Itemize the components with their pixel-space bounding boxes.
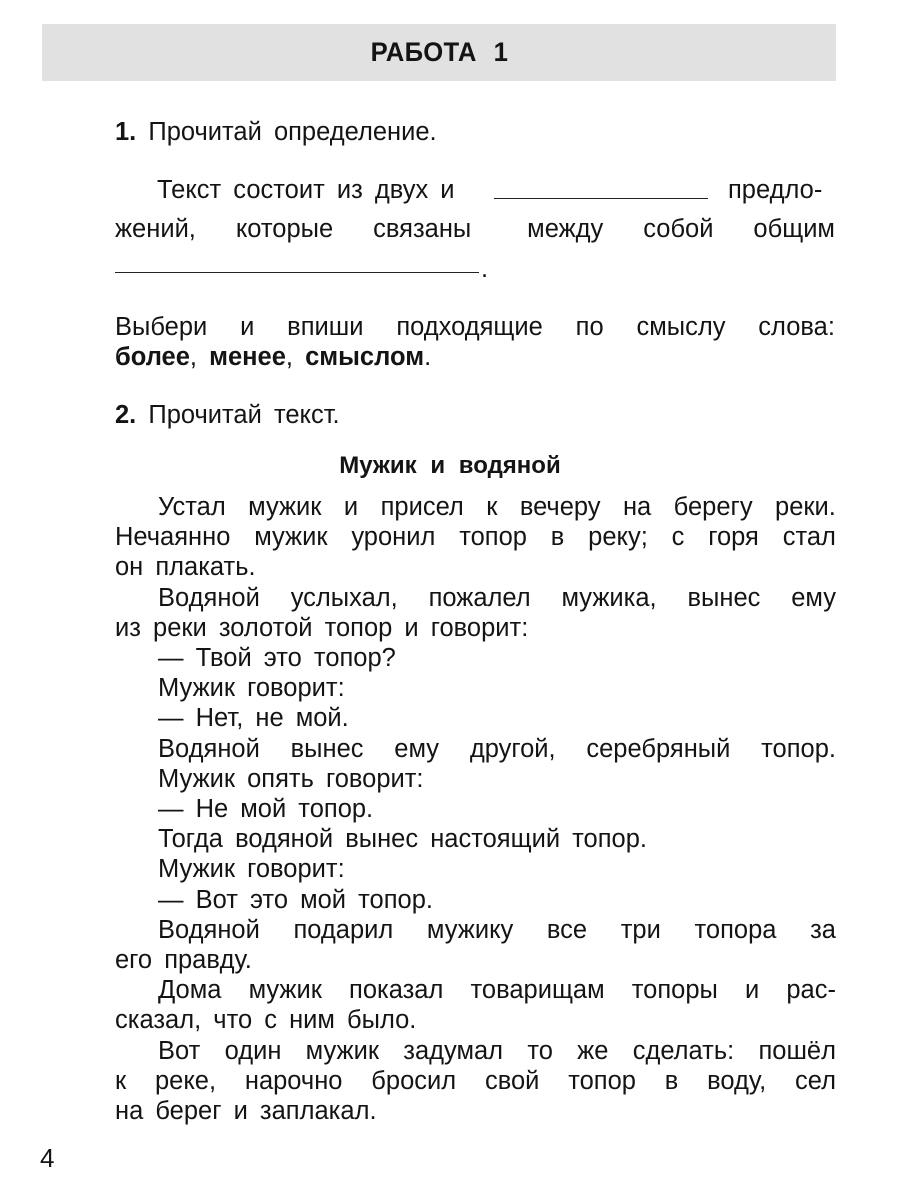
word: вечеру <box>519 493 601 521</box>
word: топора <box>694 915 777 944</box>
word: с <box>671 523 685 552</box>
word: ему <box>791 583 836 612</box>
story-line <box>115 522 836 552</box>
word: общим <box>753 215 835 243</box>
word: горя <box>708 523 759 552</box>
word: воду, <box>707 1066 767 1095</box>
word: вынес <box>290 734 364 763</box>
story-line-text: — Нет, не мой. <box>158 704 349 733</box>
story-line-text: — Вот это мой топор. <box>158 885 433 914</box>
story-line-text: его правду. <box>115 946 252 974</box>
word: другой, <box>469 734 556 763</box>
header-bar <box>42 24 836 81</box>
word: мужика, <box>561 583 657 612</box>
word: между <box>527 215 604 243</box>
word: мужику <box>426 915 514 944</box>
word: связаны <box>373 215 472 243</box>
story-line-text: — Твой это топор? <box>158 644 396 672</box>
word: стал <box>782 523 836 552</box>
word: собой <box>643 215 714 243</box>
story-line <box>158 583 836 613</box>
word: на <box>622 493 652 521</box>
story-line <box>158 854 345 884</box>
word: Выбери <box>115 313 208 341</box>
word: подарил <box>293 915 394 944</box>
story-line-text: на берег и заплакал. <box>115 1097 377 1125</box>
word: мужик <box>248 976 322 1005</box>
word: за <box>810 915 836 944</box>
word: показал <box>349 976 444 1005</box>
word: Нечаянно <box>115 523 231 552</box>
task1-number: 1. <box>115 118 137 146</box>
word: мужик <box>248 493 322 521</box>
story-line <box>158 703 349 733</box>
story-line-text: — Не мой топор. <box>158 795 374 823</box>
story-line <box>158 975 836 1005</box>
period: . <box>481 255 489 283</box>
page-number: 4 <box>40 1143 55 1173</box>
word: Водяной <box>158 915 260 944</box>
word: задумал <box>403 1036 504 1065</box>
word: все <box>546 915 588 944</box>
word: берегу <box>673 493 753 521</box>
word: рас- <box>786 976 836 1005</box>
story-line <box>115 1005 416 1035</box>
word: то <box>527 1036 553 1065</box>
story-line <box>115 552 256 582</box>
word: впиши <box>287 313 364 341</box>
word: к <box>486 493 498 521</box>
word-options <box>115 342 431 372</box>
word: и <box>240 313 255 341</box>
word: сделать: <box>632 1036 735 1065</box>
definition-line-1-end <box>728 175 822 205</box>
word: реке, <box>154 1066 217 1095</box>
word: Вот <box>158 1036 201 1065</box>
word: вынес <box>687 583 761 612</box>
story-line-text: Мужик говорит: <box>158 855 345 884</box>
word: мужик <box>254 523 328 552</box>
word: которые <box>235 215 334 243</box>
story-line <box>158 915 836 945</box>
word: пошёл <box>758 1036 836 1065</box>
definition-line-3-end <box>481 254 488 284</box>
definition-text-1b: предло- <box>728 176 823 204</box>
story-line <box>115 1096 377 1126</box>
word: присел <box>380 493 464 521</box>
story-line <box>158 885 433 915</box>
task2-instruction: Прочитай текст. <box>148 401 340 429</box>
word: один <box>224 1036 282 1065</box>
word: и <box>343 493 359 521</box>
word: топор <box>568 1066 636 1095</box>
word: подходящие <box>396 313 543 341</box>
word: мужик <box>305 1036 379 1065</box>
story-line-text: сказал, что с ним было. <box>115 1006 417 1035</box>
task2-heading <box>115 400 340 430</box>
word: Дома <box>158 976 222 1005</box>
blank-field-1[interactable] <box>494 176 708 199</box>
story-line <box>115 945 252 975</box>
word: три <box>620 915 661 944</box>
page-title: РАБОТА 1 <box>370 37 508 67</box>
story-line <box>158 764 424 794</box>
word: услыхал, <box>290 583 398 612</box>
definition-text-1: Текст состоит из двух и <box>157 176 455 204</box>
story-line <box>158 643 396 673</box>
separator: , <box>189 343 198 371</box>
word: нарочно <box>244 1066 343 1095</box>
option-word: менее <box>209 343 286 371</box>
story-line-text: он плакать. <box>115 553 256 582</box>
choose-instruction <box>115 312 835 342</box>
word: Устал <box>158 493 226 521</box>
word: уронил <box>351 523 436 552</box>
option-word: более <box>115 343 190 371</box>
word: жений, <box>115 215 196 243</box>
story-line-text: Мужик опять говорит: <box>158 764 424 793</box>
task2-number: 2. <box>115 401 137 429</box>
story-line-text: Мужик говорит: <box>158 674 345 703</box>
word: ему <box>394 734 440 763</box>
word: и <box>744 976 760 1005</box>
story-line <box>158 794 373 824</box>
word: пожалел <box>428 583 531 612</box>
word: серебряный <box>586 734 731 763</box>
separator: , <box>285 343 294 371</box>
word: бросил <box>371 1066 457 1095</box>
story-line-text: из реки золотой топор и говорит: <box>115 613 529 642</box>
story-line <box>158 1036 836 1066</box>
definition-line-2 <box>115 214 835 244</box>
story-line <box>115 613 528 643</box>
word: свой <box>484 1066 540 1095</box>
story-line <box>158 734 836 764</box>
word: же <box>577 1036 609 1065</box>
task1-instruction: Прочитай определение. <box>148 118 437 146</box>
story-line <box>158 824 647 854</box>
word: Водяной <box>158 583 260 612</box>
story-line <box>115 1066 836 1096</box>
story-title: Мужик и водяной <box>339 452 561 479</box>
period: . <box>424 343 432 371</box>
word: товарищам <box>470 976 605 1005</box>
word: смыслу <box>636 313 726 341</box>
word: слова: <box>758 313 835 341</box>
word: Водяной <box>158 734 260 763</box>
word: топоры <box>631 976 718 1005</box>
word: к <box>115 1066 127 1095</box>
task1-heading <box>115 117 437 147</box>
word: в <box>550 523 565 552</box>
word: сел <box>794 1066 836 1095</box>
story-line-text: Тогда водяной вынес настоящий топор. <box>158 825 647 854</box>
story-line <box>158 492 836 522</box>
word: реки. <box>775 493 836 521</box>
blank-field-2[interactable] <box>115 250 479 273</box>
word: в <box>664 1066 679 1095</box>
word: топор <box>459 523 527 552</box>
word: по <box>575 313 604 341</box>
definition-line-1 <box>157 175 455 205</box>
option-word: смыслом <box>305 343 425 371</box>
story-line <box>158 673 345 703</box>
word: топор. <box>761 734 836 763</box>
word: реку; <box>588 523 648 552</box>
